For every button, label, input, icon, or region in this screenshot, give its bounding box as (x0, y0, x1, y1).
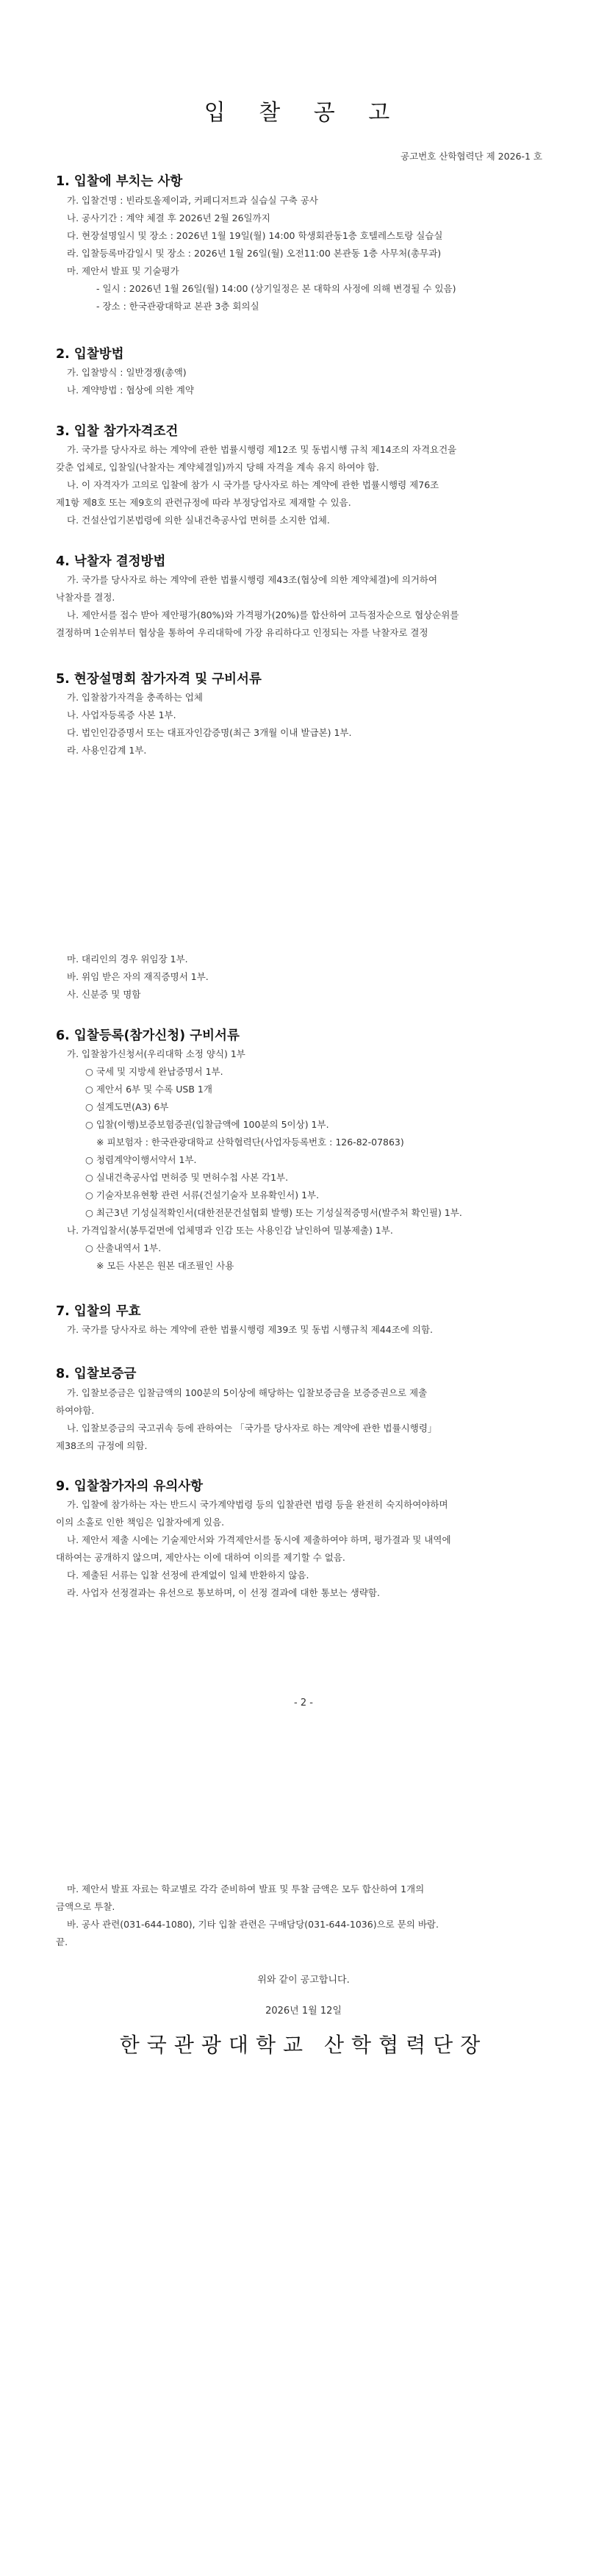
s6-price-bid: 나. 가격입찰서(봉투겉면에 업체명과 인감 또는 사용인감 날인하여 밀봉제출) 1부. (67, 1225, 393, 1236)
s6-item: ○ 국세 및 지방세 완납증명서 1부. (85, 1066, 223, 1077)
section-6-heading: 6. 입찰등록(참가신청) 구비서류 (56, 1028, 240, 1043)
s1-line: 다. 현장설명일시 및 장소 : 2026년 1월 19일(월) 14:00 학생회관동1층 호텔레스토랑 실습실 (67, 230, 443, 241)
section-5-heading: 5. 현장설명회 참가자격 및 구비서류 (56, 672, 262, 687)
s3-line: 나. 이 자격자가 고의로 입찰에 참가 시 국가를 당사자로 하는 계약에 관한 법률시행령 제76조 (67, 479, 439, 490)
s6-item: ○ 입찰(이행)보증보험증권(입찰금액에 100분의 5이상) 1부. (85, 1119, 329, 1130)
s1-subline: - 장소 : 한국관광대학교 본관 3층 회의실 (96, 301, 259, 312)
s1-line: 가. 입찰건명 : 빈라토올제이과, 커페디저트과 실습실 구축 공사 (67, 195, 318, 206)
s5-line: 사. 신분증 및 명함 (67, 989, 141, 1000)
s6-item: ○ 설계도면(A3) 6부 (85, 1101, 169, 1112)
tail-line: 끝. (56, 1936, 68, 1947)
s8-line: 하여야함. (56, 1405, 95, 1416)
s4-line: 나. 제안서를 접수 받아 제안평가(80%)와 가격평가(20%)를 합산하여 고득점자순으로 협상순위를 (67, 609, 459, 620)
s6-item: ○ 기술자보유현황 관련 서류(건설기술자 보유확인서) 1부. (85, 1189, 320, 1201)
s1-line: 마. 제안서 발표 및 기술평가 (67, 265, 179, 276)
s6-item: ○ 청렴계약이행서약서 1부. (85, 1154, 197, 1165)
s3-line: 가. 국가를 당사자로 하는 계약에 관한 법률시행령 제12조 및 동법시행 규칙 제14조의 자격요건을 (67, 444, 457, 455)
s5-line: 마. 대리인의 경우 위임장 1부. (67, 954, 188, 965)
s9-line: 이의 소홀로 인한 책임은 입찰자에게 있음. (56, 1517, 225, 1528)
s9-line: 가. 입찰에 참가하는 자는 반드시 국가계약법령 등의 입찰관련 법령 등을 완전히 숙지하여야하며 (67, 1499, 448, 1510)
s9-line: 라. 사업자 선정결과는 유선으로 통보하며, 이 선정 결과에 대한 통보는 생략함. (67, 1587, 380, 1598)
s4-line: 낙찰자를 결정. (56, 592, 115, 603)
section-4-heading: 4. 낙찰자 결정방법 (56, 554, 166, 569)
issuer-signature: 한국관광대학교 산학협력단장 (119, 2033, 488, 2057)
s8-line: 가. 입찰보증금은 입찰금액의 100분의 5이상에 해당하는 입찰보증금을 보증증권으로 제출 (67, 1387, 428, 1398)
page-number: - 2 - (294, 1697, 313, 1709)
s3-line: 갖춘 업체로, 입찰일(낙찰자는 계약체결일)까지 당해 자격을 계속 유지 하여야 함. (56, 462, 379, 473)
s6-item: ○ 최근3년 기성실적확인서(대한전문건설협회 발행) 또는 기성실적증명서(발주처 확인필) 1부. (85, 1207, 462, 1218)
s6-item: ○ 제안서 6부 및 수록 USB 1개 (85, 1084, 212, 1095)
section-9-heading: 9. 입찰참가자의 유의사항 (56, 1479, 204, 1494)
section-8-heading: 8. 입찰보증금 (56, 1367, 137, 1381)
s1-line: 나. 공사기간 : 계약 체결 후 2026년 2월 26일까지 (67, 212, 270, 223)
document-number: 공고번호 산학협력단 제 2026-1 호 (401, 151, 542, 162)
s9-line: 나. 제안서 제출 시에는 기술제안서와 가격제안서를 동시에 제출하여야 하며, 평가결과 및 내역에 (67, 1534, 451, 1545)
s5-line: 라. 사용인감계 1부. (67, 745, 147, 756)
s7-line: 가. 국가를 당사자로 하는 계약에 관한 법률시행령 제39조 및 동법 시행규칙 제44조에 의함. (67, 1324, 433, 1335)
s6-item: ○ 산출내역서 1부. (85, 1242, 162, 1253)
s3-line: 제1항 제8호 또는 제9호의 관련규정에 따라 부정당업자로 제재할 수 있음. (56, 497, 351, 508)
s6-intro: 가. 입찰참가신청서(우리대학 소정 양식) 1부 (67, 1048, 245, 1059)
tail-line: 바. 공사 관련(031-644-1080), 기타 입찰 관련은 구매담당(031-644-1036)으로 문의 바람. (67, 1919, 439, 1930)
section-7-heading: 7. 입찰의 무효 (56, 1304, 141, 1319)
s6-note: ※ 모든 사본은 원본 대조필인 사용 (96, 1260, 234, 1271)
s5-line: 다. 법인인감증명서 또는 대표자인감증명(최근 3개월 이내 발급본) 1부. (67, 727, 352, 738)
s5-line: 가. 입찰참가자격을 충족하는 업체 (67, 692, 203, 703)
s5-line: 바. 위임 받은 자의 재직증명서 1부. (67, 971, 209, 982)
section-2-heading: 2. 입찰방법 (56, 347, 124, 362)
s5-line: 나. 사업자등록증 사본 1부. (67, 709, 176, 720)
s2-line: 가. 입찰방식 : 일반경쟁(총액) (67, 367, 187, 378)
s4-line: 결정하며 1순위부터 협상을 통하여 우리대학에 가장 유리하다고 인정되는 자를 낙찰자로 결정 (56, 627, 428, 638)
tail-line: 금액으로 투찰. (56, 1901, 115, 1912)
s1-subline: - 일시 : 2026년 1월 26일(월) 14:00 (상기일정은 본 대학의 사정에 의해 변경될 수 있음) (96, 283, 456, 294)
closing-text: 위와 같이 공고합니다. (257, 1975, 350, 1986)
s9-line: 대하여는 공개하지 않으며, 제안사는 이에 대하여 이의를 제기할 수 없음. (56, 1552, 345, 1563)
s4-line: 가. 국가를 당사자로 하는 계약에 관한 법률시행령 제43조(협상에 의한 계약체결)에 의거하여 (67, 574, 438, 585)
tail-line: 마. 제안서 발표 자료는 학교별로 각각 준비하여 발표 및 투찰 금액은 모두 합산하여 1개의 (67, 1883, 425, 1895)
s6-item: ○ 실내건축공사업 면허증 및 면허수첩 사본 각1부. (85, 1172, 289, 1183)
s1-line: 라. 입찰등록마감일시 및 장소 : 2026년 1월 26일(월) 오전11:00 본관동 1층 사무처(총무과) (67, 248, 442, 259)
s3-line: 다. 건설산업기본법령에 의한 실내건축공사업 면허를 소지한 업체. (67, 515, 330, 526)
announcement-date: 2026년 1월 12일 (265, 2006, 342, 2017)
section-1-heading: 1. 입찰에 부치는 사항 (56, 174, 183, 189)
s8-line: 나. 입찰보증금의 국고귀속 등에 관하여는 「국가를 당사자로 하는 계약에 관한 법률시행령」 (67, 1423, 437, 1434)
page-title: 입 찰 공 고 (204, 100, 403, 126)
s2-line: 나. 계약방법 : 협상에 의한 계약 (67, 384, 194, 396)
s6-note: ※ 피보험자 : 한국관광대학교 산학협력단(사업자등록번호 : 126-82-07863) (96, 1137, 404, 1148)
section-3-heading: 3. 입찰 참가자격조건 (56, 424, 179, 439)
s9-line: 다. 제출된 서류는 입찰 선정에 관계없이 일체 반환하지 않음. (67, 1570, 309, 1581)
s8-line: 제38조의 규정에 의함. (56, 1440, 148, 1451)
